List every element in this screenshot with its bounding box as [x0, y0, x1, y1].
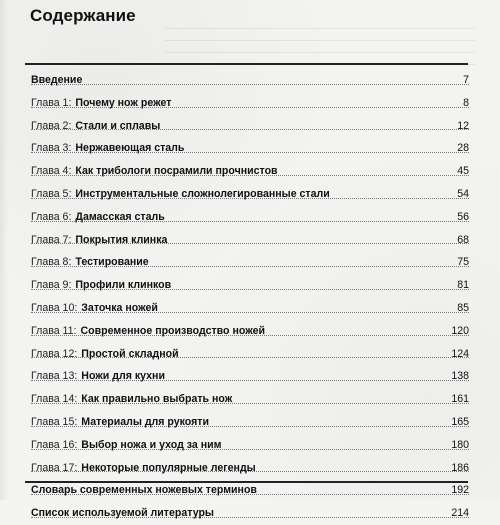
toc-entry-title: Нержавеющая сталь — [75, 142, 185, 155]
toc-row-chapter-11 — [31, 320, 469, 343]
toc-page-number: 180 — [451, 438, 469, 451]
toc-label — [31, 343, 179, 366]
toc-row-chapter-5 — [31, 183, 469, 206]
toc-page-number: 12 — [457, 119, 469, 132]
toc-chapter-label: Глава 1: — [31, 96, 72, 109]
toc-chapter-label: Глава 13: — [31, 370, 78, 383]
toc-chapter-label: Глава 15: — [31, 415, 78, 428]
toc-entry-title: Простой складной — [81, 347, 179, 360]
toc-label — [31, 206, 165, 229]
toc-row-chapter-6 — [31, 206, 469, 229]
scan-shadow — [0, 0, 8, 500]
toc-label — [31, 434, 221, 457]
toc-label — [31, 297, 158, 320]
toc-row-chapter-13 — [31, 365, 469, 388]
toc-label — [31, 251, 149, 274]
toc-label — [31, 479, 257, 502]
toc-row-chapter-15 — [31, 411, 469, 434]
toc-label — [31, 229, 167, 252]
toc-chapter-label: Глава 11: — [31, 324, 77, 337]
toc-page-number: 192 — [451, 484, 469, 497]
toc-entry-title: Дамасская сталь — [75, 210, 165, 223]
toc-entry-title: Ножи для кухни — [81, 370, 165, 383]
toc-page-number: 85 — [457, 301, 469, 314]
toc-chapter-label: Глава 2: — [31, 119, 72, 132]
toc-row-chapter-12 — [31, 343, 469, 366]
toc-chapter-label: Глава 8: — [31, 256, 72, 269]
toc-chapter-label: Глава 12: — [31, 347, 78, 360]
toc-label — [31, 137, 184, 160]
toc-row-chapter-1 — [31, 92, 469, 115]
toc-label — [31, 388, 232, 411]
toc-label — [31, 274, 171, 297]
toc-entry-title: Инструментальные сложнолегированные стали — [75, 187, 330, 200]
toc-page-number: 120 — [451, 324, 469, 337]
toc-label — [31, 411, 209, 434]
toc-chapter-label: Глава 9: — [31, 279, 72, 292]
toc-entry-title: Материалы для рукояти — [81, 415, 209, 428]
toc-page-number: 45 — [457, 165, 469, 178]
toc-row-chapter-17 — [31, 457, 469, 480]
toc-page-number: 68 — [457, 233, 469, 246]
toc-row-chapter-2 — [31, 115, 469, 138]
toc-label — [31, 69, 82, 92]
toc-row-chapter-16 — [31, 434, 469, 457]
toc-page-number: 81 — [457, 279, 469, 292]
dot-leader — [31, 83, 469, 85]
toc-page-number: 186 — [451, 461, 469, 474]
toc-page-number: 214 — [451, 507, 469, 520]
toc-row-chapter-8 — [31, 251, 469, 274]
toc-label — [31, 115, 160, 138]
toc-chapter-label: Глава 6: — [31, 210, 72, 223]
toc-page-number: 75 — [457, 256, 469, 269]
toc-entry-title: Современное производство ножей — [80, 324, 265, 337]
toc-row-bibliography — [31, 502, 469, 525]
toc-label — [31, 457, 256, 480]
toc-page-number: 8 — [463, 96, 469, 109]
toc-chapter-label: Глава 3: — [31, 142, 72, 155]
toc-page-number: 56 — [457, 210, 469, 223]
toc-page-number: 138 — [451, 370, 469, 383]
toc-chapter-label: Глава 17: — [31, 461, 78, 474]
toc-page-number: 54 — [457, 187, 469, 200]
toc-entry-title: Некоторые популярные легенды — [81, 461, 256, 474]
toc-row-chapter-3 — [31, 137, 469, 160]
toc-entry-title: Почему нож режет — [75, 96, 172, 109]
toc-page-number: 7 — [463, 74, 469, 86]
toc-entry-title: Выбор ножа и уход за ним — [81, 438, 222, 451]
toc-row-chapter-4 — [31, 160, 469, 183]
toc-entry-title: Стали и сплавы — [75, 119, 161, 132]
toc-chapter-label: Глава 4: — [31, 165, 72, 178]
toc-label — [31, 320, 265, 343]
toc-entry-title: Тестирование — [75, 256, 149, 269]
toc-page-number: 165 — [451, 415, 469, 428]
toc-chapter-label: Глава 14: — [31, 393, 78, 406]
toc-entry-title: Заточка ножей — [81, 301, 158, 314]
toc-row-chapter-14 — [31, 388, 469, 411]
toc-label — [31, 183, 330, 206]
toc-entry-title: Покрытия клинка — [75, 233, 168, 246]
toc-entry-title: Введение — [31, 74, 83, 86]
toc-entry-title: Список используемой литературы — [31, 507, 214, 520]
toc-entry-title: Словарь современных ножевых терминов — [31, 484, 257, 497]
toc-row-glossary — [31, 479, 469, 502]
toc-entry-title: Как трибологи посрамили прочнистов — [75, 165, 278, 178]
toc-chapter-label: Глава 10: — [31, 301, 78, 314]
toc-chapter-label: Глава 5: — [31, 187, 72, 200]
toc-label — [31, 92, 171, 115]
toc-page-number: 124 — [451, 347, 469, 360]
toc-label — [31, 502, 214, 525]
toc-page-number: 161 — [451, 393, 469, 406]
toc-row-introduction — [31, 69, 469, 92]
toc-label — [31, 365, 165, 388]
toc-row-chapter-7 — [31, 229, 469, 252]
page-title: Содержание — [30, 6, 136, 25]
table-of-contents — [31, 69, 469, 525]
toc-row-chapter-9 — [31, 274, 469, 297]
toc-page-number: 28 — [457, 142, 469, 155]
toc-chapter-label: Глава 7: — [31, 233, 72, 246]
toc-row-chapter-10 — [31, 297, 469, 320]
toc-label — [31, 160, 278, 183]
toc-chapter-label: Глава 16: — [31, 438, 78, 451]
toc-entry-title: Как правильно выбрать нож — [81, 393, 233, 406]
toc-entry-title: Профили клинков — [75, 279, 172, 292]
